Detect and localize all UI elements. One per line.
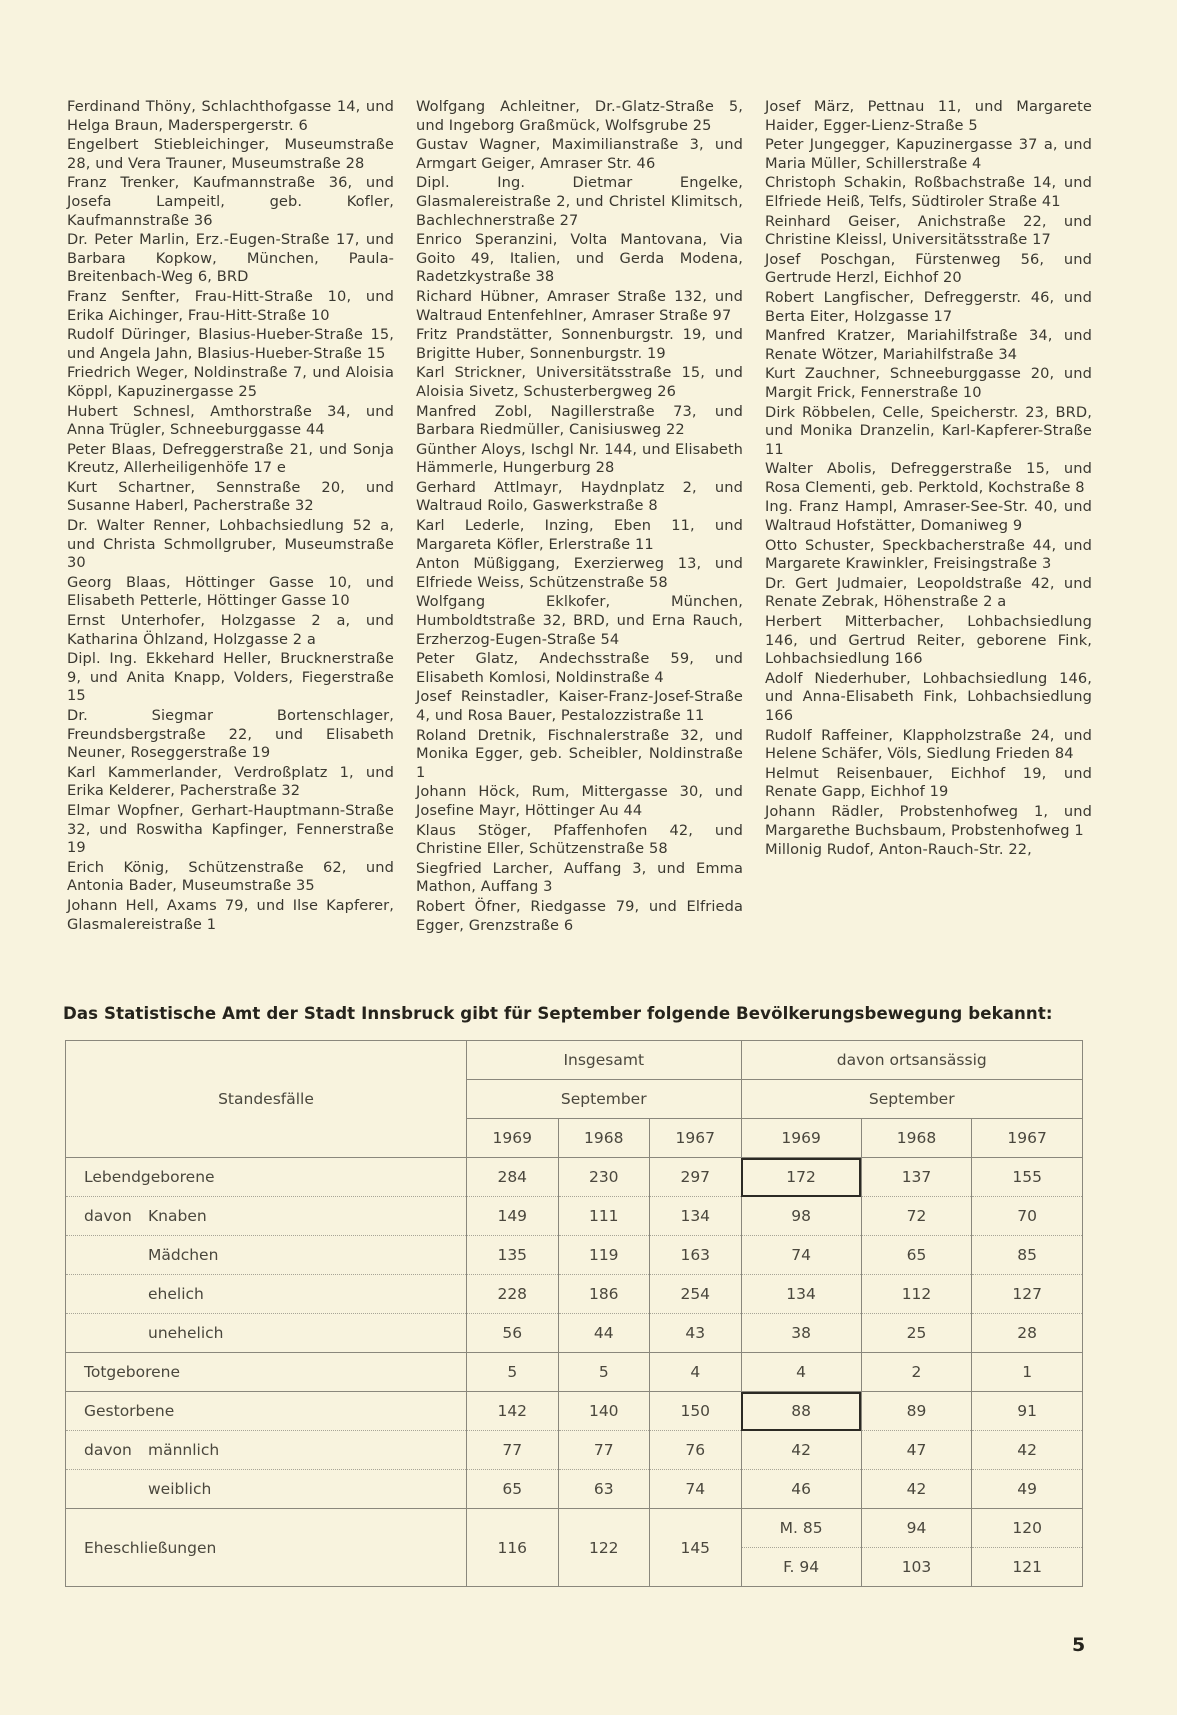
table-cell: 111 xyxy=(558,1197,650,1236)
table-headline: Das Statistische Amt der Stadt Innsbruck gibt für September folgende Bevölkerungsbewegung bekannt: xyxy=(63,1004,1053,1023)
marriage-entry: Josef Reinstadler, Kaiser-Franz-Josef-Straße 4, und Rosa Bauer, Pestalozzistraße 11 xyxy=(416,688,743,724)
header-year: 1967 xyxy=(972,1119,1083,1158)
table-cell: 134 xyxy=(650,1197,742,1236)
table-cell: 74 xyxy=(650,1470,742,1509)
marriage-entry: Dipl. Ing. Ekkehard Heller, Brucknerstraße 9, und Anita Knapp, Volders, Fiegerstraße 15 xyxy=(67,650,394,705)
table-row xyxy=(66,1236,1083,1275)
table-cell: 42 xyxy=(972,1431,1083,1470)
table-cell: 172 xyxy=(741,1158,861,1197)
table-cell: 25 xyxy=(861,1314,972,1353)
marriage-entry: Anton Müßiggang, Exerzierweg 13, und Elfriede Weiss, Schützenstraße 58 xyxy=(416,555,743,591)
marriage-entry: Dr. Walter Renner, Lohbachsiedlung 52 a, und Christa Schmollgruber, Museumstraße 30 xyxy=(67,517,394,572)
marriage-entry: Elmar Wopfner, Gerhart-Hauptmann-Straße 32, und Roswitha Kapfinger, Fennerstraße 19 xyxy=(67,801,394,857)
table-cell: 4 xyxy=(650,1353,742,1392)
marriage-entry: Herbert Mitterbacher, Lohbachsiedlung 146, und Gertrud Reiter, geborene Fink, Lohbachsiedlung 166 xyxy=(765,613,1092,668)
table-cell: 228 xyxy=(467,1275,559,1314)
marriage-entry: Robert Öfner, Riedgasse 79, und Elfrieda Egger, Grenzstraße 6 xyxy=(416,897,743,934)
marriage-entry: Karl Strickner, Universitätsstraße 15, und Aloisia Sivetz, Schusterbergweg 26 xyxy=(416,364,743,400)
row-label: Totgeborene xyxy=(66,1353,467,1392)
table-cell: 98 xyxy=(741,1197,861,1236)
row-label-text: männlich xyxy=(148,1441,220,1459)
marriage-entry: Günther Aloys, Ischgl Nr. 144, und Elisabeth Hämmerle, Hungerburg 28 xyxy=(416,440,743,477)
marriage-entry: Franz Trenker, Kaufmannstraße 36, und Josefa Lampeitl, geb. Kofler, Kaufmannstraße 36 xyxy=(67,174,394,229)
table-cell: 2 xyxy=(861,1353,972,1392)
table-cell: 65 xyxy=(861,1236,972,1275)
header-year: 1968 xyxy=(558,1119,650,1158)
table-row xyxy=(66,1392,1083,1431)
marriage-entry: Peter Blaas, Defreggerstraße 21, und Sonja Kreutz, Allerheiligenhöfe 17 e xyxy=(67,440,394,477)
marriage-entry: Millonig Rudof, Anton-Rauch-Str. 22, xyxy=(765,841,1032,859)
table-cell: 43 xyxy=(650,1314,742,1353)
column-2 xyxy=(416,98,743,936)
header-year: 1968 xyxy=(861,1119,972,1158)
marriage-entry: Johann Hell, Axams 79, und Ilse Kapferer, Glasmalereistraße 1 xyxy=(67,896,394,933)
marriage-entry: Reinhard Geiser, Anichstraße 22, und Christine Kleissl, Universitätsstraße 17 xyxy=(765,212,1092,249)
table-cell: 297 xyxy=(650,1158,742,1197)
table-cell: 134 xyxy=(741,1275,861,1314)
table-cell: 91 xyxy=(972,1392,1083,1431)
table-cell-male: M. 85 xyxy=(741,1509,861,1548)
marriage-entry: Fritz Prandstätter, Sonnenburgstr. 19, und Brigitte Huber, Sonnenburgstr. 19 xyxy=(416,326,743,362)
marriage-entry: Rudolf Raffeiner, Klappholzstraße 24, und Helene Schäfer, Völs, Siedlung Frieden 84 xyxy=(765,726,1092,763)
table-row xyxy=(66,1353,1083,1392)
table-cell: 254 xyxy=(650,1275,742,1314)
header-standesfaelle: Standesfälle xyxy=(66,1041,467,1158)
row-label: Gestorbene xyxy=(66,1392,467,1431)
table-cell: 46 xyxy=(741,1470,861,1509)
marriage-entry: Ing. Franz Hampl, Amraser-See-Str. 40, und Waltraud Hofstätter, Domaniweg 9 xyxy=(765,498,1092,535)
marriage-entry: Richard Hübner, Amraser Straße 132, und Waltraud Entenfehlner, Amraser Straße 97 xyxy=(416,287,743,324)
table-cell: 65 xyxy=(467,1470,559,1509)
marriage-entry: Gustav Wagner, Maximilianstraße 3, und Armgart Geiger, Amraser Str. 46 xyxy=(416,136,743,172)
marriage-entry: Siegfried Larcher, Auffang 3, und Emma Mathon, Auffang 3 xyxy=(416,859,743,896)
row-label: unehelich xyxy=(66,1314,467,1353)
marriage-entry: Dipl. Ing. Dietmar Engelke, Glasmalereistraße 2, und Christel Klimitsch, Bachlechnerstraße 27 xyxy=(416,174,743,229)
table-cell-female: 121 xyxy=(972,1548,1083,1587)
table-cell: 186 xyxy=(558,1275,650,1314)
marriage-entry: Dr. Peter Marlin, Erz.-Eugen-Straße 17, und Barbara Kopkow, München, Paula-Breitenbach-Weg 6, BRD xyxy=(67,231,394,286)
row-label: weiblich xyxy=(66,1470,467,1509)
table-cell: 135 xyxy=(467,1236,559,1275)
table-cell: 155 xyxy=(972,1158,1083,1197)
table-cell: 4 xyxy=(741,1353,861,1392)
marriage-entry: Josef Poschgan, Fürstenweg 56, und Gertrude Herzl, Eichhof 20 xyxy=(765,250,1092,287)
header-year: 1967 xyxy=(650,1119,742,1158)
header-ortsansaessig: davon ortsansässig xyxy=(741,1041,1083,1080)
table-cell: 63 xyxy=(558,1470,650,1509)
table-cell: 112 xyxy=(861,1275,972,1314)
table-row xyxy=(66,1314,1083,1353)
table-row xyxy=(66,1470,1083,1509)
header-insgesamt: Insgesamt xyxy=(467,1041,742,1080)
marriage-entry: Johann Rädler, Probstenhofweg 1, und Margarethe Buchsbaum, Probstenhofweg 1 xyxy=(765,802,1092,839)
table-cell: 163 xyxy=(650,1236,742,1275)
header-month-1: September xyxy=(467,1080,742,1119)
table-cell: 5 xyxy=(467,1353,559,1392)
table-cell: 44 xyxy=(558,1314,650,1353)
table-row xyxy=(66,1275,1083,1314)
marriage-entry: Wolfgang Eklkofer, München, Humboldtstraße 32, BRD, und Erna Rauch, Erzherzog-Eugen-Straße 54 xyxy=(416,593,743,648)
table-cell: 119 xyxy=(558,1236,650,1275)
table-cell: 76 xyxy=(650,1431,742,1470)
marriage-entry: Walter Abolis, Defreggerstraße 15, und Rosa Clementi, geb. Perktold, Kochstraße 8 xyxy=(765,460,1092,496)
column-1 xyxy=(67,98,394,936)
table-cell: 5 xyxy=(558,1353,650,1392)
table-cell: 145 xyxy=(650,1509,742,1587)
row-label-text: Knaben xyxy=(148,1207,207,1225)
row-label: Lebendgeborene xyxy=(66,1158,467,1197)
table-cell: 77 xyxy=(558,1431,650,1470)
row-label: ehelich xyxy=(66,1275,467,1314)
table-cell: 72 xyxy=(861,1197,972,1236)
table-cell: 137 xyxy=(861,1158,972,1197)
table-cell: 74 xyxy=(741,1236,861,1275)
marriage-entry: Georg Blaas, Höttinger Gasse 10, und Elisabeth Petterle, Höttinger Gasse 10 xyxy=(67,573,394,610)
marriage-entry: Ferdinand Thöny, Schlachthofgasse 14, und Helga Braun, Maderspergerstr. 6 xyxy=(67,98,394,134)
marriage-entry: Hubert Schnesl, Amthorstraße 34, und Anna Trügler, Schneeburggasse 44 xyxy=(67,402,394,439)
table-cell: 42 xyxy=(741,1431,861,1470)
table-cell: 28 xyxy=(972,1314,1083,1353)
marriage-entry: Franz Senfter, Frau-Hitt-Straße 10, und Erika Aichinger, Frau-Hitt-Straße 10 xyxy=(67,287,394,324)
marriage-entry: Engelbert Stiebleichinger, Museumstraße 28, und Vera Trauner, Museumstraße 28 xyxy=(67,136,394,172)
column-3 xyxy=(765,98,1092,936)
marriage-entry: Dirk Röbbelen, Celle, Speicherstr. 23, BRD, und Monika Dranzelin, Karl-Kapferer-Straße 11 xyxy=(765,403,1092,458)
table-cell: 77 xyxy=(467,1431,559,1470)
population-statistics-table xyxy=(65,1040,1083,1587)
header-year: 1969 xyxy=(467,1119,559,1158)
table-row xyxy=(66,1197,1083,1236)
header-year: 1969 xyxy=(741,1119,861,1158)
table-cell: 284 xyxy=(467,1158,559,1197)
row-label: Mädchen xyxy=(66,1236,467,1275)
header-month-2: September xyxy=(741,1080,1083,1119)
table-cell: 70 xyxy=(972,1197,1083,1236)
marriage-entry: Klaus Stöger, Pfaffenhofen 42, und Christine Eller, Schützenstraße 58 xyxy=(416,821,743,858)
marriage-entry: Roland Dretnik, Fischnalerstraße 32, und Monika Egger, geb. Scheibler, Noldinstraße 1 xyxy=(416,726,743,781)
row-label xyxy=(66,1431,467,1470)
table-row xyxy=(66,1431,1083,1470)
table-cell: 89 xyxy=(861,1392,972,1431)
marriage-entry: Peter Glatz, Andechsstraße 59, und Elisabeth Komlosi, Noldinstraße 4 xyxy=(416,650,743,686)
marriage-entry: Josef März, Pettnau 11, und Margarete Haider, Egger-Lienz-Straße 5 xyxy=(765,98,1092,134)
marriage-entry: Enrico Speranzini, Volta Mantovana, Via Goito 49, Italien, und Gerda Modena, Radetzkystraße 38 xyxy=(416,231,743,286)
table-cell: 230 xyxy=(558,1158,650,1197)
table-cell: 150 xyxy=(650,1392,742,1431)
table-cell: 42 xyxy=(861,1470,972,1509)
table-cell: 85 xyxy=(972,1236,1083,1275)
table-cell: 56 xyxy=(467,1314,559,1353)
marriage-entry: Rudolf Düringer, Blasius-Hueber-Straße 15, und Angela Jahn, Blasius-Hueber-Straße 15 xyxy=(67,326,394,362)
table-cell-male: 120 xyxy=(972,1509,1083,1548)
table-cell-female: F. 94 xyxy=(741,1548,861,1587)
page-number: 5 xyxy=(1072,1634,1086,1656)
table-cell: 149 xyxy=(467,1197,559,1236)
marriage-entry: Dr. Gert Judmaier, Leopoldstraße 42, und Renate Zebrak, Höhenstraße 2 a xyxy=(765,574,1092,611)
marriage-entry: Helmut Reisenbauer, Eichhof 19, und Renate Gapp, Eichhof 19 xyxy=(765,764,1092,801)
marriage-entry: Karl Kammerlander, Verdroßplatz 1, und Erika Kelderer, Pacherstraße 32 xyxy=(67,763,394,800)
table-cell: 127 xyxy=(972,1275,1083,1314)
table-cell: 1 xyxy=(972,1353,1083,1392)
marriage-entry: Christoph Schakin, Roßbachstraße 14, und Elfriede Heiß, Telfs, Südtiroler Straße 41 xyxy=(765,174,1092,210)
table-cell: 38 xyxy=(741,1314,861,1353)
marriage-entry: Peter Jungegger, Kapuzinergasse 37 a, und Maria Müller, Schillerstraße 4 xyxy=(765,136,1092,172)
marriage-entry: Robert Langfischer, Defreggerstr. 46, und Berta Eiter, Holzgasse 17 xyxy=(765,288,1092,325)
marriage-entry: Dr. Siegmar Bortenschlager, Freundsbergstraße 22, und Elisabeth Neuner, Roseggerstraße 19 xyxy=(67,707,394,762)
marriage-entry: Manfred Kratzer, Mariahilfstraße 34, und Renate Wötzer, Mariahilfstraße 34 xyxy=(765,327,1092,363)
marriage-entry: Wolfgang Achleitner, Dr.-Glatz-Straße 5, und Ingeborg Graßmück, Wolfsgrube 25 xyxy=(416,98,743,134)
marriage-entry: Gerhard Attlmayr, Haydnplatz 2, und Waltraud Roilo, Gaswerkstraße 8 xyxy=(416,478,743,515)
row-label-prefix: davon xyxy=(84,1207,132,1225)
marriage-entry: Manfred Zobl, Nagillerstraße 73, und Barbara Riedmüller, Canisiusweg 22 xyxy=(416,402,743,439)
row-label-prefix: davon xyxy=(84,1441,132,1459)
table-cell-female: 103 xyxy=(861,1548,972,1587)
row-label xyxy=(66,1197,467,1236)
register-columns xyxy=(67,98,1093,936)
marriage-entry: Friedrich Weger, Noldinstraße 7, und Aloisia Köppl, Kapuzinergasse 25 xyxy=(67,364,394,400)
table-cell: 88 xyxy=(741,1392,861,1431)
table-cell: 116 xyxy=(467,1509,559,1587)
table-cell: 142 xyxy=(467,1392,559,1431)
marriage-entry: Ernst Unterhofer, Holzgasse 2 a, und Katharina Öhlzand, Holzgasse 2 a xyxy=(67,612,394,648)
marriage-entry: Adolf Niederhuber, Lohbachsiedlung 146, und Anna-Elisabeth Fink, Lohbachsiedlung 166 xyxy=(765,669,1092,724)
table-row xyxy=(66,1158,1083,1197)
marriage-entry: Karl Lederle, Inzing, Eben 11, und Margareta Köfler, Erlerstraße 11 xyxy=(416,517,743,553)
marriage-entry: Kurt Zauchner, Schneeburggasse 20, und Margit Frick, Fennerstraße 10 xyxy=(765,365,1092,401)
table-cell: 140 xyxy=(558,1392,650,1431)
table-cell: 49 xyxy=(972,1470,1083,1509)
marriage-entry: Johann Höck, Rum, Mittergasse 30, und Josefine Mayr, Höttinger Au 44 xyxy=(416,783,743,819)
row-label-eheschliessungen: Eheschließungen xyxy=(66,1509,467,1587)
table-cell-male: 94 xyxy=(861,1509,972,1548)
marriage-entry: Kurt Schartner, Sennstraße 20, und Susanne Haberl, Pacherstraße 32 xyxy=(67,478,394,515)
table-cell: 47 xyxy=(861,1431,972,1470)
marriage-entry: Erich König, Schützenstraße 62, und Antonia Bader, Museumstraße 35 xyxy=(67,858,394,895)
table-cell: 122 xyxy=(558,1509,650,1587)
marriage-entry: Otto Schuster, Speckbacherstraße 44, und Margarete Krawinkler, Freisingstraße 3 xyxy=(765,536,1092,573)
